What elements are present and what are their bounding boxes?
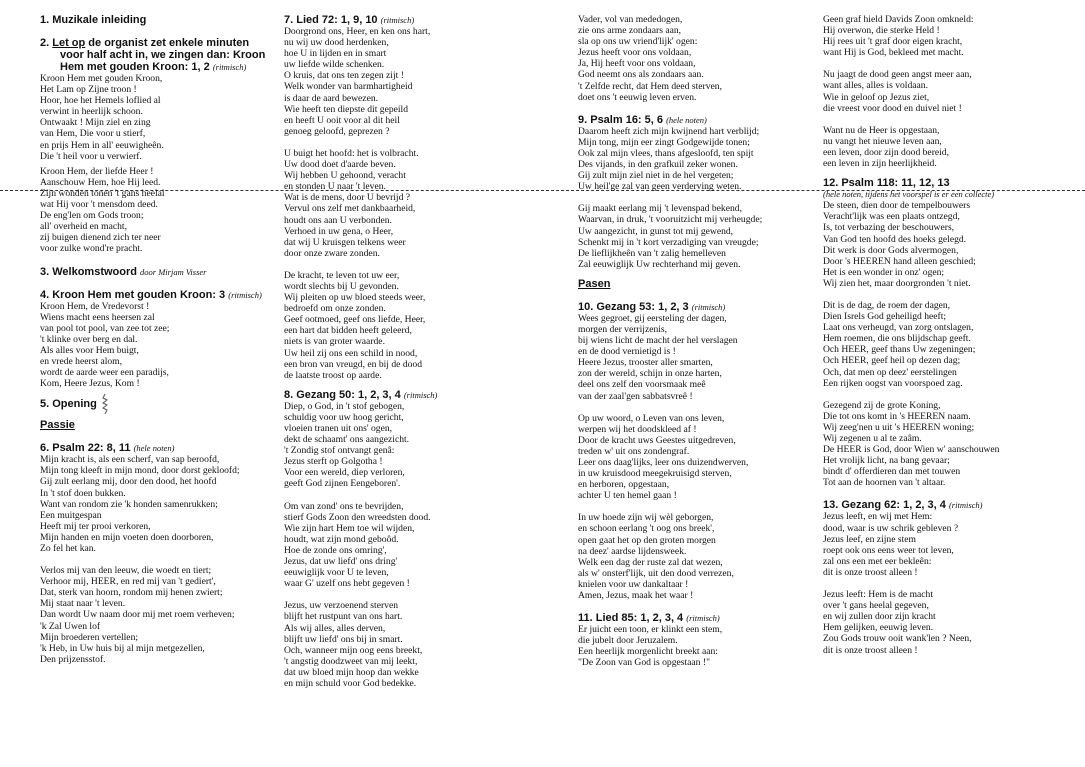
verse-line: waar G' uzelf ons hebt gegeven ! <box>284 578 410 590</box>
verse-line: Een heerlijk morgenlicht breekt aan: <box>578 646 718 658</box>
verse-line: Jezus leeft, en wij met Hem: <box>823 511 933 523</box>
section-heading-line: voor half acht in, we zingen dan: Kroon <box>60 49 266 61</box>
verse <box>284 401 560 490</box>
verse-line: Vervul ons zelf met dankbaarheid, <box>284 203 416 215</box>
verse-line: Is, tot verbazing der beschouwers, <box>823 222 955 234</box>
verse-line: eeuwiglijk voor U te leven, <box>284 567 389 579</box>
verse-line: morgen der verrijzenis, <box>578 323 668 335</box>
verse-line: open gaat het op den groten morgen <box>578 534 716 546</box>
verse-line: voor zulke wond're pracht. <box>40 243 143 255</box>
verse-line: en herboren, opgestaan, <box>578 479 670 491</box>
verse-line: De steen, dien door de tempelbouwers <box>823 200 971 212</box>
verse-line: Uw dood doet d'aarde beven. <box>284 159 396 171</box>
section-heading <box>823 499 1063 511</box>
verse-line: Wij zegenen u al te zaâm. <box>823 433 922 444</box>
verse-line: Den prijzensstof. <box>40 653 106 665</box>
verse-line: Zo fel het kan. <box>40 543 96 554</box>
section-heading <box>284 14 560 26</box>
verse-line: Verlos mij van den leeuw, die woedt en tiert; <box>40 565 212 577</box>
verse-line: De kracht, te leven tot uw eer, <box>284 269 400 281</box>
verse-line: en wij zullen door zijn kracht <box>823 611 936 623</box>
verse-line: verwint in heerlijk schoon. <box>40 106 143 118</box>
tempo-note: (ritmisch) <box>228 289 262 300</box>
verse-line: Wees gegroet, gij eersteling der dagen, <box>578 312 727 324</box>
column-2 <box>284 14 560 689</box>
verse-line: en stonden U naar 't leven. <box>284 181 386 193</box>
verse-line: 't angstig doodzweet van mij leekt, <box>284 655 418 667</box>
verse-line: Heere Jezus, trooster aller smarten, <box>578 357 713 369</box>
section-heading <box>284 389 560 401</box>
section-heading <box>578 301 806 313</box>
verse-line: Wie in geloof op Jezus ziet, <box>823 91 930 103</box>
verse-line: In uw hoede zijn wij wèl geborgen, <box>578 512 714 524</box>
verse-line: Hij overwon, die sterke Held ! <box>823 25 940 37</box>
column-4 <box>823 14 1063 656</box>
verse-line: Och, dat men op deez' eerstelingen <box>823 366 957 378</box>
verse <box>40 166 266 255</box>
verse-line: door onze zware zonden. <box>284 247 380 259</box>
verse-line: Op uw woord, o Leven van ons leven, <box>578 412 725 424</box>
verse-line: is daar de aard bewezen. <box>284 92 379 104</box>
verse-line: Geef ootmoed, geef ons liefde, Heer, <box>284 314 426 326</box>
verse-line: Wij zien het, maar doorgronden 't niet. <box>823 277 971 289</box>
section-title: 13. Gezang 62: 1, 2, 3, 4 <box>823 499 946 512</box>
verse-line: Wie heeft ten diepste dit gepeild <box>284 103 409 115</box>
verse-line: dat uw bloed mijn hoop dan wekke <box>284 666 419 678</box>
section-pasen: Pasen <box>578 277 611 290</box>
verse-line: Uw aangezicht, in gunst tot mij gewend, <box>578 225 734 237</box>
verse-line: Wiens macht eens heersen zal <box>40 311 155 323</box>
verse-line: Tot aan de hoornen van 't altaar. <box>823 477 946 489</box>
tempo-note: (ritmisch) <box>691 301 726 312</box>
verse-line: 't Zelfde recht, dat Hem deed sterven, <box>578 80 722 92</box>
verse-line: de laatste troost op aarde. <box>284 369 382 381</box>
verse <box>284 270 560 381</box>
let-op-label: Let op <box>52 37 86 49</box>
verse-line: die jubelt door Jeruzalem. <box>578 635 678 647</box>
verse-line: dat wij U kruisgen telkens weer <box>284 236 406 248</box>
verse-line: Gij maakt eerlang mij 't levenspad bekend, <box>578 203 742 215</box>
section-heading <box>578 114 806 126</box>
section-title: Hem met gouden Kroon: 1, 2 <box>60 61 210 73</box>
verse <box>823 69 1063 113</box>
verse-line: Schenkt mij in 't kort verzadiging van vreugde; <box>578 236 759 248</box>
verse-line: Want van rondom zie 'k honden samenrukken; <box>40 498 218 510</box>
verse-line: van pool tot pool, van zee tot zee; <box>40 322 170 334</box>
verse-line: Welk wonder van barmhartigheid <box>284 81 413 93</box>
verse-line: 'k Zal Uwen lof <box>40 620 101 632</box>
verse-line: Hem gelijken, eeuwig leven. <box>823 622 934 634</box>
verse-line: Mijn handen en mijn voeten doen doorboren, <box>40 531 214 543</box>
verse-line: Jezus, uw verzoenend sterven <box>284 600 399 612</box>
verse-line: Het Lam op Zijne troon ! <box>40 84 137 96</box>
verse-line: als w' onsterf'lijk, uit den dood verrezen, <box>578 567 734 579</box>
verse-line: Des vijands, in den grafkuil zeker wonen. <box>578 159 738 171</box>
verse-line: Uw heil'ge zal van geen verderving weten. <box>578 181 742 193</box>
verse-line: want alles, alles is voldaan. <box>823 80 928 92</box>
verse-line: werpen wij het doodskleed af ! <box>578 423 697 435</box>
verse-line: Kroon Hem, de Vredevorst ! <box>40 300 150 312</box>
verse-line: Mijn tong, mijn eer zingt Godgewijde tonen; <box>578 136 750 148</box>
verse-line: Gij zult eerlang mij, door den dood, het hoofd <box>40 476 217 488</box>
verse-line: Door de kracht uws Geestes uitgedreven, <box>578 434 736 446</box>
section-heading: 12. Psalm 118: 11, 12, 13 <box>823 177 950 190</box>
verse-line: een hart dat bidden heeft geleerd, <box>284 325 412 337</box>
verse-line: Hem roemen, die ons blijdschap geeft. <box>823 333 971 345</box>
verse-line: genoeg geloofd, geprezen ? <box>284 125 390 137</box>
section-number: 2. <box>40 37 50 49</box>
verse-line: In 't stof doen bukken. <box>40 487 126 499</box>
verse-line: Jezus leeft: Hem is de macht <box>823 589 934 601</box>
verse-line: zal ons een met eer bekleên: <box>823 555 932 567</box>
verse-line: Van God ten hoofd des hoeks gelegd. <box>823 233 967 245</box>
verse-line: Want nu de Heer is opgestaan, <box>823 124 940 136</box>
verse-line: blijft uw liefd' ons bij in smart. <box>284 633 403 645</box>
verse-line: 't Zondig stof ontvangt genâ: <box>284 445 395 457</box>
verse-line: stierf Gods Zoon den wreedsten dood. <box>284 511 431 523</box>
verse-line: zie ons arme zondaars aan, <box>578 25 682 37</box>
section-title: 7. Lied 72: 1, 9, 10 <box>284 14 378 26</box>
verse-line: Daarom heeft zich mijn kwijnend hart verblijd; <box>578 125 760 137</box>
verse-line: Ontwaakt ! Mijn ziel en zing <box>40 117 151 129</box>
section-title: 8. Gezang 50: 1, 2, 3, 4 <box>284 388 401 401</box>
scribble-mark <box>100 393 110 415</box>
verse-line: Dat, sterk van hoorn, rondom mij henen zwiert; <box>40 587 223 599</box>
tempo-note: (ritmisch) <box>212 62 247 72</box>
verse-line: Och HEER, geef thans Uw zegeningen; <box>823 344 976 356</box>
verse <box>578 413 806 502</box>
verse-line: all' overheid en macht, <box>40 221 127 233</box>
verse-line: 'k Heb, in Uw huis bij al mijn metgezellen, <box>40 642 205 654</box>
section-title: 4. Kroon Hem met gouden Kroon: 3 <box>40 288 226 301</box>
verse <box>823 400 1063 489</box>
section-title: 6. Psalm 22: 8, 11 <box>40 442 131 455</box>
verse-line: Verhoor mij, HEER, en red mij van 't gediert', <box>40 576 216 588</box>
verse-line: uw liefde wilde schenken. <box>284 59 385 71</box>
verse-line: van Hem, Die voor u stierf, <box>40 128 146 140</box>
verse-line: Amen, Jezus, maak het waar ! <box>578 590 694 602</box>
verse-line: want Hij is God, bekleed met macht. <box>823 47 964 59</box>
verse-line: Ja, Hij heeft voor ons voldaan, <box>578 58 696 70</box>
verse-line: "De Zoon van God is opgestaan !" <box>578 657 710 669</box>
section-title: 11. Lied 85: 1, 2, 3, 4 <box>578 612 684 625</box>
verse-line: vloeien tranen uit ons' ogen, <box>284 423 393 434</box>
verse-line: zij buigen dienend zich ter neer <box>40 232 161 244</box>
verse-line: Om van zond' ons te bevrijden, <box>284 500 404 512</box>
verse-line: houdt ons aan U verbonden. <box>284 214 392 226</box>
verse-line: Och, wanneer mijn oog eens breekt, <box>284 644 423 656</box>
verse-line: Hoe de zonde ons omring', <box>284 544 387 556</box>
tempo-note: (hele noten) <box>133 443 175 454</box>
verse-line: Waarvan, in druk, 't vooruitzicht mij verheugde; <box>578 214 763 226</box>
verse-line: blijft het rustpunt van ons hart. <box>284 611 403 623</box>
verse <box>40 301 266 390</box>
verse-line: Verhoed in uw gena, o Heer, <box>284 225 394 237</box>
verse-line: Doorgrond ons, Heer, en ken ons hart, <box>284 26 431 37</box>
verse-line: Mij staat naar 't leven. <box>40 598 126 610</box>
verse-line: Dan wordt Uw naam door mij met roem verheven; <box>40 609 235 621</box>
verse-line: God neemt ons als zondaars aan. <box>578 69 704 81</box>
verse-line: bedroefd om onze zonden. <box>284 303 386 315</box>
verse-line: nu wij uw dood herdenken, <box>284 37 389 49</box>
verse-line: dit is onze troost alleen ! <box>823 566 918 578</box>
verse-line: wordt de aarde weer een paradijs, <box>40 367 169 379</box>
verse <box>578 313 806 402</box>
verse-line: Veracht'lijk was een plaats ontzegd, <box>823 211 960 223</box>
section-title: 5. Opening <box>40 398 97 411</box>
tempo-note: (ritmisch) <box>403 389 438 400</box>
section-title: 3. Welkomstwoord <box>40 265 137 278</box>
verse-line: Die 't heil voor u verwierf. <box>40 150 142 162</box>
verse-line: dood, waar is uw schrik gebleven ? <box>823 522 959 534</box>
verse-line: doet ons 't eeuwig leven erven. <box>578 91 697 103</box>
verse-line: Jezus leef, en zijne stem <box>823 533 916 545</box>
verse-line: Wij zeeg'nen u uit 's HEEREN woning; <box>823 421 975 433</box>
verse-line: houdt, wat zijn mond geboôd. <box>284 533 399 545</box>
verse-line: Een muitgespan <box>40 509 102 521</box>
section-heading <box>40 37 266 49</box>
verse-line: Kom, Heere Jezus, Kom ! <box>40 378 140 390</box>
verse-line: Nu jaagt de dood geen angst meer aan, <box>823 69 972 81</box>
verse-line: hoe U in lijden en in smart <box>284 48 387 60</box>
verse-line: Die tot ons komt in 's HEEREN naam. <box>823 410 971 422</box>
verse-line: na deez' aardse lijdensweek. <box>578 545 687 557</box>
verse-line: Zijn wonden tonen 't gans heelal <box>40 187 165 199</box>
verse <box>578 14 806 103</box>
verse-line: De HEER is God, door Wien w' aanschouwen <box>823 444 1000 456</box>
section-text: de organist zet enkele minuten <box>85 37 250 49</box>
verse-line: Heeft mij ter prooi verkoren, <box>40 520 151 532</box>
verse <box>40 454 266 554</box>
tempo-note: (hele noten, tijdens het voorspel is er een collecte) <box>823 189 995 200</box>
verse-line: schuldig voor uw hoog gericht, <box>284 411 404 423</box>
verse <box>823 589 1063 656</box>
verse-line: Kroon Hem, der liefde Heer ! <box>40 165 154 177</box>
verse-line: U buigt het hoofd: het is volbracht. <box>284 147 419 159</box>
verse <box>578 203 806 270</box>
verse <box>284 501 560 590</box>
verse <box>823 511 1063 578</box>
verse-line: Mijn broederen vertellen; <box>40 631 139 643</box>
tempo-note: (ritmisch) <box>948 500 983 511</box>
verse-line: van der zaal'gen sabbatsvreê ! <box>578 390 693 402</box>
verse-line: Jezus heeft voor ons voldaan, <box>578 47 692 59</box>
verse-line: over 't gans heelal gegeven, <box>823 600 929 612</box>
verse <box>284 148 560 259</box>
verse-line: Als alles voor Hem buigt, <box>40 344 139 356</box>
verse-line: Ook zal mijn vlees, thans afgesloofd, ten spijt <box>578 147 754 159</box>
verse-line: Wat is de mens, door U bevrijd ? <box>284 192 411 204</box>
verse-line: Zou Gods trouw ooit wank'len ? Neen, <box>823 633 972 645</box>
verse-line: Dit is de dag, de roem der dagen, <box>823 299 951 311</box>
verse-line: wordt slechts bij U gevonden. <box>284 280 399 292</box>
section-heading <box>40 442 266 454</box>
verse-line: Als wij alles, alles derven, <box>284 622 386 634</box>
verse-line: en heeft U ooit voor al dit heil <box>284 114 400 126</box>
verse-line: Wij hebben U gehoond, veracht <box>284 170 406 182</box>
verse-line: Laat ons verheugd, van zorg ontslagen, <box>823 322 974 334</box>
verse <box>578 624 806 668</box>
section-title: 10. Gezang 53: 1, 2, 3 <box>578 300 689 313</box>
verse-line: Welk een dag der ruste zal dat wezen, <box>578 556 723 568</box>
section-heading-line <box>40 61 266 73</box>
verse-line: 't klinke over berg en dal. <box>40 333 138 345</box>
verse-line: Mijn tong kleeft in mijn mond, door dorst gekloofd; <box>40 465 240 477</box>
verse-line: Er juicht een toon, er klinkt een stem, <box>578 624 723 636</box>
verse <box>823 200 1063 289</box>
verse-line: nu vangt het nieuwe leven aan, <box>823 135 942 147</box>
section-title: 9. Psalm 16: 5, 6 <box>578 113 663 126</box>
verse-line: in uw kruisdood meegekruisigd sterven, <box>578 468 732 480</box>
verse-line: Gij zult mijn ziel niet in de hel vergeten; <box>578 170 734 182</box>
verse-line: geeft God zijnen Eengeboren'. <box>284 478 401 490</box>
verse-line: Kroon Hem met gouden Kroon, <box>40 73 163 84</box>
verse-line: Wie zijn hart Hem toe wil wijden, <box>284 522 415 534</box>
verse-line: roept ook ons eens weer tot leven, <box>823 544 954 556</box>
verse-line: Leer ons daag'lijks, leer ons duizendwerven, <box>578 457 749 468</box>
tempo-note: (ritmisch) <box>380 15 415 25</box>
verse-line: deel ons zelf den voorsmaak meê <box>578 379 706 391</box>
verse-line: Zal eeuwiglijk Uw rechterhand mij geven. <box>578 258 741 270</box>
verse-line: Gezegend zij de grote Koning, <box>823 399 941 411</box>
section-heading: 1. Muzikale inleiding <box>40 14 147 26</box>
verse <box>284 600 560 689</box>
section-heading <box>40 266 266 278</box>
column-3 <box>578 14 806 669</box>
verse-line: een leven in zijn heerlijkheid. <box>823 158 937 170</box>
verse-line: De lieflijkheên van 't zalig hemelleven <box>578 247 726 259</box>
verse-line: Hij rees uit 't graf door eigen kracht, <box>823 36 963 48</box>
verse-line: Vader, vol van mededogen, <box>578 14 683 25</box>
verse-line: Het vrolijk licht, na bang gevaar; <box>823 455 950 467</box>
verse <box>823 125 1063 169</box>
verse-line: De eng'len om Gods troon; <box>40 210 144 222</box>
verse <box>578 126 806 193</box>
verse-line: knielen voor uw dankaltaar ! <box>578 578 689 590</box>
verse-line: Jezus sterft op Golgotha ! <box>284 456 383 468</box>
verse-line: en mijn schuld voor God bedekke. <box>284 677 417 689</box>
verse <box>40 73 266 162</box>
verse <box>823 300 1063 389</box>
verse-line: Uw heil zij ons een schild in nood, <box>284 347 418 359</box>
verse-line: Wij pleiten op uw bloed steeds weer, <box>284 292 426 304</box>
verse-line: Het is een wonder in onz' ogen; <box>823 266 945 278</box>
verse-line: Door 's HEEREN hand alleen geschied; <box>823 255 976 267</box>
verse-line: een bron van vreugd, en bij de dood <box>284 358 423 370</box>
verse-line: Geen graf hield Davids Zoon omkneld: <box>823 14 974 25</box>
verse-line: niets is van groter waarde. <box>284 336 385 348</box>
section-heading <box>40 393 266 415</box>
verse-line: zon der wereld, schijn in onze harten, <box>578 368 722 380</box>
verse-line: Diep, o God, in 't stof gebogen, <box>284 400 405 412</box>
verse-line: Mijn kracht is, als een scherf, van sap beroofd, <box>40 454 220 466</box>
verse-line: een leven, door zijn dood bereid, <box>823 146 950 158</box>
verse-line: en de dood vernietigd is ! <box>578 346 676 358</box>
column-1 <box>40 14 266 665</box>
verse <box>284 26 560 137</box>
verse-line: bindt d' offerdieren dan met touwen <box>823 466 961 478</box>
tempo-note: (ritmisch) <box>686 613 720 624</box>
verse <box>40 565 266 665</box>
verse-line: en prijs Hem in all' eeuwigheên. <box>40 139 164 151</box>
verse <box>578 512 806 601</box>
verse-line: Dien Isrels God geheiligd heeft; <box>823 311 947 323</box>
verse-line: sla op ons uw vriend'lijk' ogen: <box>578 36 698 48</box>
section-heading <box>578 612 806 624</box>
verse <box>823 14 1063 58</box>
verse-line: Dit werk is door Gods alvermogen, <box>823 244 959 256</box>
verse-line: Een rijken oogst van voorspoed zag. <box>823 377 963 389</box>
verse-line: treden w' uit ons zondengraf. <box>578 445 690 457</box>
verse-line: O kruis, dat ons ten zegen zijt ! <box>284 70 404 82</box>
verse-line: Hoor, hoe het Hemels loflied al <box>40 95 161 107</box>
verse-line: bij wiens licht de macht der hel verslagen <box>578 335 738 347</box>
verse-line: Aanschouw Hem, hoe Hij leed. <box>40 176 161 188</box>
tempo-note: (hele noten) <box>666 114 707 125</box>
speaker-note: door Mirjam Visser <box>140 266 207 277</box>
verse-line: en vrede heerst alom, <box>40 355 123 367</box>
verse-line: achter U ten hemel gaan ! <box>578 490 677 502</box>
verse-line: dit is onze troost alleen ! <box>823 644 918 656</box>
verse-line: dekt de schaamt' ons aangezicht. <box>284 434 410 446</box>
verse-line: wat Hij voor 't mensdom deed. <box>40 199 158 211</box>
verse-line: die vreest voor dood en duivel niet ! <box>823 102 962 114</box>
verse-line: Och HEER, geef heil op dezen dag; <box>823 355 961 367</box>
section-passie: Passie <box>40 419 75 432</box>
verse-line: en schoon eerlang 't oog ons breek', <box>578 523 715 535</box>
verse-line: Jezus, dat uw liefd' ons dring' <box>284 556 398 568</box>
section-heading <box>40 289 266 301</box>
verse-line: Voor een wereld, diep verloren, <box>284 467 405 479</box>
